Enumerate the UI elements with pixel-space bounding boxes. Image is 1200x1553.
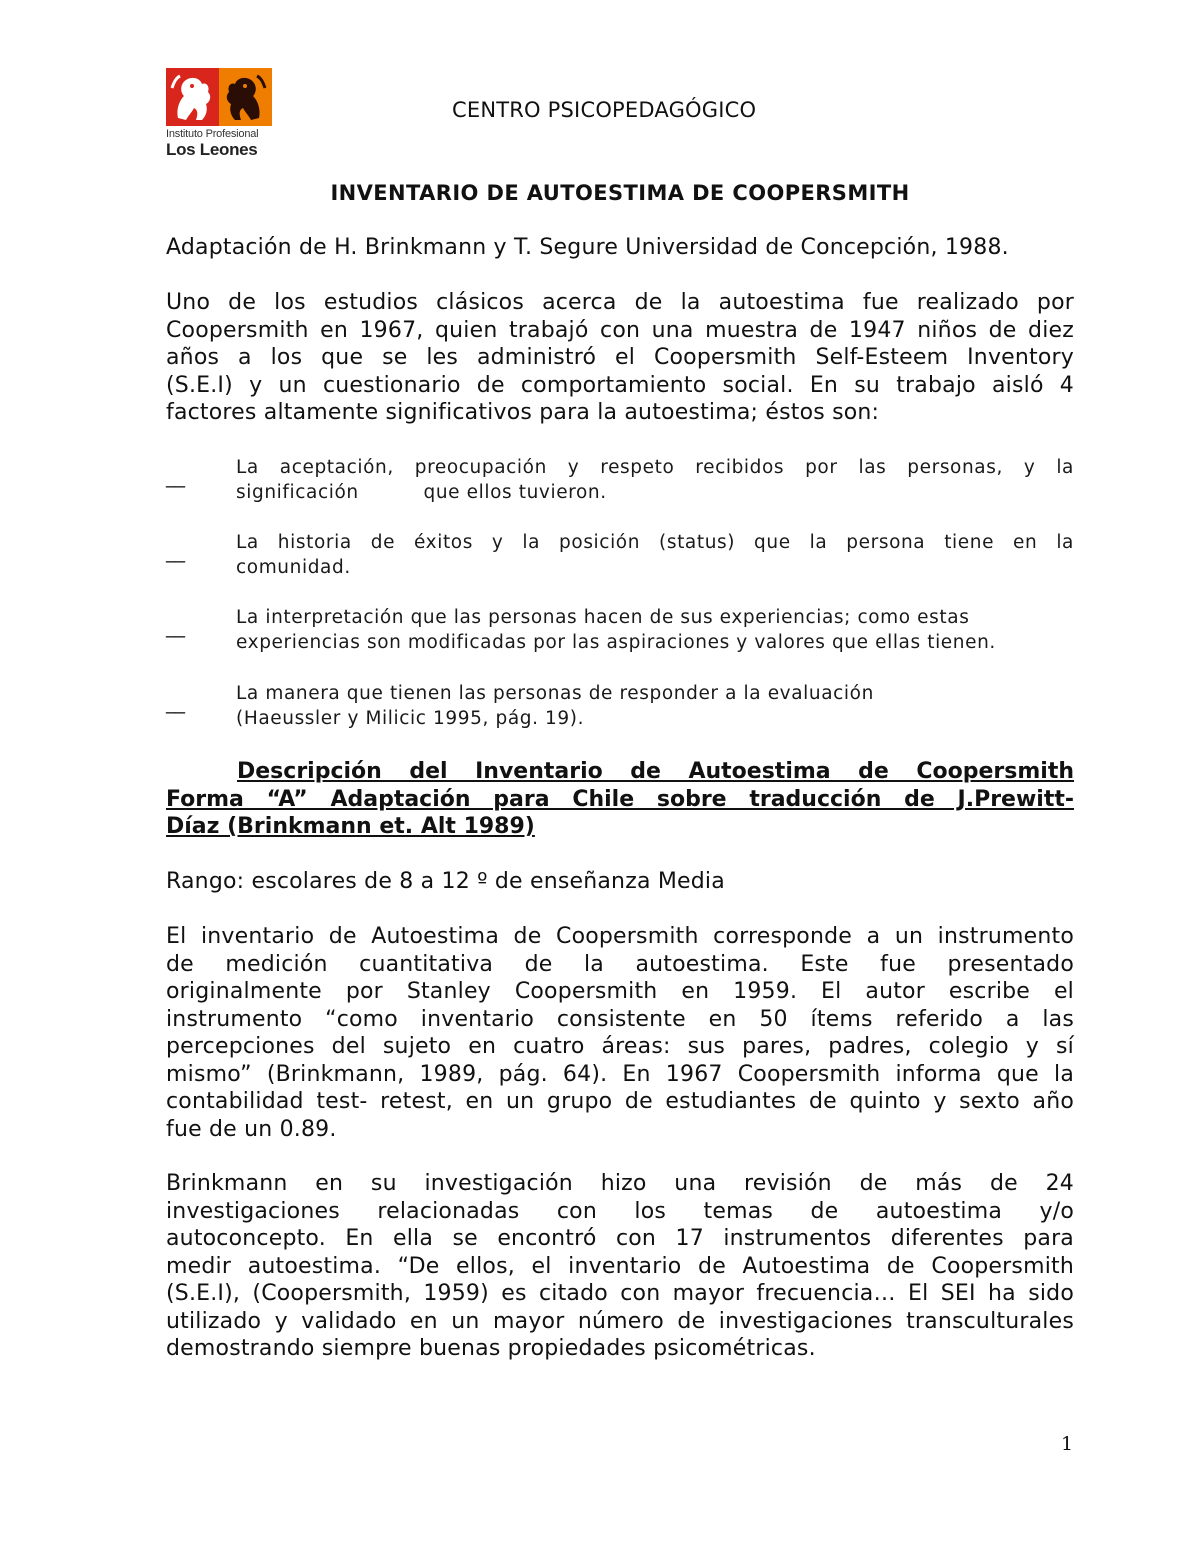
paragraph-line: Uno de los estudios clásicos acerca de la autoestima fue realizado por xyxy=(166,290,1074,315)
factor-line: La historia de éxitos y la posición (status) que la persona tiene en la xyxy=(236,532,1074,553)
inventory-paragraph xyxy=(166,923,1074,1143)
paragraph-line: autoconcepto. En ella se encontró con 17 instrumentos diferentes para xyxy=(166,1226,1074,1251)
black-lion-icon xyxy=(219,68,272,126)
heading-line: Descripción del Inventario de Autoestima de Coopersmith xyxy=(237,759,1074,784)
document-title: INVENTARIO DE AUTOESTIMA DE COOPERSMITH xyxy=(330,181,910,205)
factor-line: La interpretación que las personas hacen de sus experiencias; como estas xyxy=(236,607,970,628)
paragraph-line: de medición cuantitativa de la autoestima. Este fue presentado xyxy=(166,951,1074,977)
paragraph-line: Brinkmann en su investigación hizo una revisión de más de 24 xyxy=(166,1171,1074,1196)
paragraph-line: medir autoestima. “De ellos, el inventario de Autoestima de Coopersmith xyxy=(166,1253,1074,1279)
paragraph-line: originalmente por Stanley Coopersmith en 1959. El autor escribe el xyxy=(166,979,1074,1004)
paragraph-line: demostrando siempre buenas propiedades psicométricas. xyxy=(166,1336,816,1361)
factor-marker: __ xyxy=(166,692,185,714)
paragraph-line: El inventario de Autoestima de Coopersmith corresponde a un instrumento xyxy=(166,924,1074,949)
header-title: CENTRO PSICOPEDAGÓGICO xyxy=(452,98,757,122)
factor-line: (Haeussler y Milicic 1995, pág. 19). xyxy=(236,708,585,729)
factor-marker: __ xyxy=(166,541,185,563)
logo-name: Los Leones xyxy=(166,140,258,159)
brinkmann-paragraph xyxy=(166,1170,1074,1363)
page-number: 1 xyxy=(1061,1433,1074,1455)
paragraph-line: mismo” (Brinkmann, 1989, pág. 64). En 1967 Coopersmith informa que la xyxy=(166,1061,1074,1087)
range-line xyxy=(166,868,1074,896)
adaptation-text: Adaptación de H. Brinkmann y T. Segure Universidad de Concepción, 1988. xyxy=(166,235,1009,260)
paragraph-line: investigaciones relacionadas con los temas de autoestima y/o xyxy=(166,1198,1074,1224)
factor-line: comunidad. xyxy=(236,557,351,578)
paragraph-line: utilizado y validado en un mayor número de investigaciones transculturales xyxy=(166,1308,1074,1334)
paragraph-line: Coopersmith en 1967, quien trabajó con una muestra de 1947 niños de diez xyxy=(166,317,1074,343)
factor-item xyxy=(236,605,1074,655)
factor-marker: __ xyxy=(166,466,185,488)
factor-line: significación que ellos tuvieron. xyxy=(236,482,607,503)
paragraph-line: contabilidad test- retest, en un grupo de estudiantes de quinto y sexto año xyxy=(166,1089,1074,1114)
paragraph-line: años a los que se les administró el Coopersmith Self-Esteem Inventory xyxy=(166,345,1074,370)
heading-line: Forma “A” Adaptación para Chile sobre traducción de J.Prewitt- xyxy=(166,786,1074,812)
logo-subtitle: Instituto Profesional xyxy=(166,128,259,140)
paragraph-line: instrumento “como inventario consistente en 50 ítems referido a las xyxy=(166,1006,1074,1032)
institution-logo xyxy=(166,68,276,160)
paragraph-line: factores altamente significativos para la autoestima; éstos son: xyxy=(166,400,880,425)
description-heading xyxy=(166,758,1074,841)
factor-line: La manera que tienen las personas de responder a la evaluación xyxy=(236,683,874,704)
heading-line: Díaz (Brinkmann et. Alt 1989) xyxy=(166,814,535,839)
factor-line: experiencias son modificadas por las aspiraciones y valores que ellas tienen. xyxy=(236,632,996,653)
range-text: Rango: escolares de 8 a 12 º de enseñanza Media xyxy=(166,869,725,894)
factor-marker: __ xyxy=(166,616,185,638)
factor-item xyxy=(236,530,1074,580)
paragraph-line: (S.E.I), (Coopersmith, 1959) es citado con mayor frecuencia… El SEI ha sido xyxy=(166,1281,1074,1306)
factor-item xyxy=(236,455,1074,505)
factor-line: La aceptación, preocupación y respeto recibidos por las personas, y la xyxy=(236,457,1074,478)
lions-emblem xyxy=(166,68,272,126)
adaptation-line xyxy=(166,234,1074,262)
paragraph-line: percepciones del sujeto en cuatro áreas: sus pares, padres, colegio y sí xyxy=(166,1034,1074,1059)
factor-item xyxy=(236,681,1074,731)
paragraph-line: fue de un 0.89. xyxy=(166,1116,337,1142)
intro-paragraph xyxy=(166,289,1074,427)
paragraph-line: (S.E.I) y un cuestionario de comportamiento social. En su trabajo aisló 4 xyxy=(166,372,1074,398)
white-lion-icon xyxy=(166,68,219,126)
